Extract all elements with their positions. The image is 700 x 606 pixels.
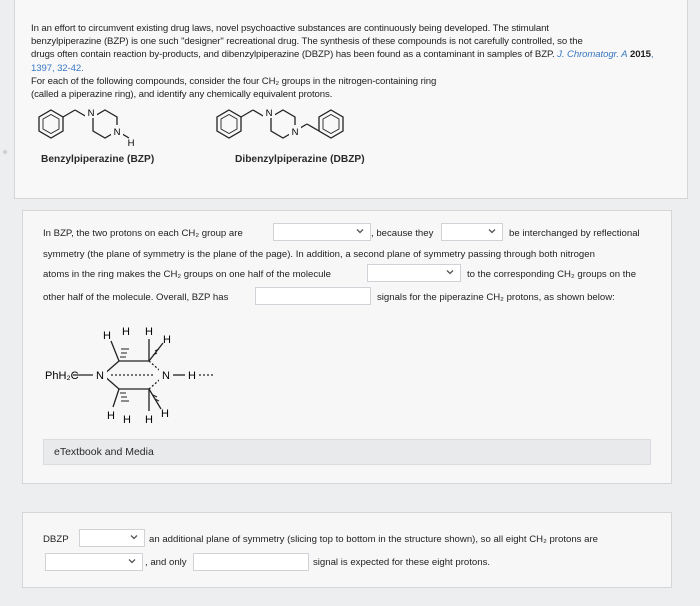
- etextbook-media-label: eTextbook and Media: [54, 446, 154, 458]
- atom-h: H: [123, 414, 131, 426]
- etextbook-media-bar[interactable]: [43, 439, 651, 465]
- dbzp-label-text: DBZP: [43, 534, 69, 545]
- atom-n: N: [265, 108, 273, 119]
- chevron-down-icon: [127, 556, 137, 566]
- dbzp-structure: [207, 96, 407, 148]
- bzp-signal-count-input[interactable]: [255, 287, 371, 305]
- dbzp-sentence-2a: , and only: [145, 557, 187, 568]
- atom-h: H: [145, 326, 153, 338]
- atom-h: H: [103, 330, 111, 342]
- intro-panel: [14, 0, 688, 199]
- bzp-chair-structure: [41, 315, 241, 427]
- reference-link[interactable]: J. Chromatogr. A: [557, 49, 628, 61]
- atom-h: H: [145, 414, 153, 426]
- bzp-halves-dropdown[interactable]: [367, 264, 461, 282]
- bzp-question-panel: [22, 210, 672, 484]
- ph-h2c-group: PhH₂C: [45, 370, 79, 382]
- atom-h: H: [107, 410, 115, 422]
- reference-pages: , 1397, 32-42.: [31, 49, 654, 74]
- bzp-sentence-1b: , because they: [371, 228, 434, 239]
- reference-year: 2015: [629, 49, 651, 61]
- dbzp-signal-count-input[interactable]: [193, 553, 309, 571]
- atom-h: H: [188, 370, 196, 382]
- intro-line: (called a piperazine ring), and identify any chemically equivalent protons.: [31, 89, 333, 101]
- bzp-label: Benzylpiperazine (BZP): [41, 154, 155, 165]
- chevron-down-icon: [487, 226, 497, 236]
- bzp-can-cannot-dropdown[interactable]: [441, 223, 503, 241]
- bzp-sentence-1a: In BZP, the two protons on each CH₂ group are: [43, 228, 243, 239]
- decorative-dot: [3, 150, 7, 154]
- atom-h: H: [161, 408, 169, 420]
- intro-line: drugs often contain reaction by-products, and dibenzylpiperazine (DBZP) has been found as a contaminant in samples of BZP. J. Chromatogr. A 2015, 1397, 32-42.: [31, 49, 654, 74]
- intro-paragraph: [31, 22, 671, 101]
- dbzp-has-dropdown[interactable]: [79, 529, 145, 547]
- chevron-down-icon: [355, 226, 365, 236]
- atom-h: H: [122, 326, 130, 338]
- atom-n: N: [113, 127, 121, 138]
- dbzp-label: Dibenzylpiperazine (DBZP): [235, 154, 365, 165]
- atom-h: H: [163, 334, 171, 346]
- bzp-sentence-4b: signals for the piperazine CH₂ protons, as shown below:: [377, 292, 615, 303]
- atom-h: H: [127, 138, 135, 148]
- dbzp-sentence-1: an additional plane of symmetry (slicing top to bottom in the structure shown), so all eight CH₂ protons are: [149, 534, 598, 545]
- atom-n: N: [162, 370, 170, 382]
- dbzp-question-panel: [22, 512, 672, 588]
- bzp-sentence-2: symmetry (the plane of symmetry is the plane of the page). In addition, a second plane of symmetry passing through both nitrogen: [43, 249, 595, 260]
- bzp-sentence-1c: be interchanged by reflectional: [509, 228, 640, 239]
- chevron-down-icon: [445, 267, 455, 277]
- intro-line: In an effort to circumvent existing drug laws, novel psychoactive substances are continuously being developed. The stimulant: [31, 23, 549, 34]
- atom-n: N: [291, 127, 299, 138]
- bzp-equivalence-dropdown[interactable]: [273, 223, 371, 241]
- atom-n: N: [87, 108, 95, 119]
- dbzp-sentence-2b: signal is expected for these eight protons.: [313, 557, 491, 568]
- bzp-sentence-3a: atoms in the ring makes the CH₂ groups on one half of the molecule: [43, 269, 331, 280]
- intro-line: For each of the following compounds, consider the four CH₂ groups in the nitrogen-containing ring: [31, 75, 437, 87]
- bzp-sentence-4a: other half of the molecule. Overall, BZP has: [43, 292, 229, 303]
- dbzp-equivalence-dropdown[interactable]: [45, 553, 143, 571]
- atom-n: N: [96, 370, 104, 382]
- intro-line: benzylpiperazine (BZP) is one such "designer" recreational drug. The synthesis of these compounds is not carefully controlled, so the: [31, 36, 583, 48]
- chevron-down-icon: [129, 532, 139, 542]
- bzp-structure: [29, 96, 189, 148]
- bzp-sentence-3b: to the corresponding CH₂ groups on the: [467, 269, 637, 280]
